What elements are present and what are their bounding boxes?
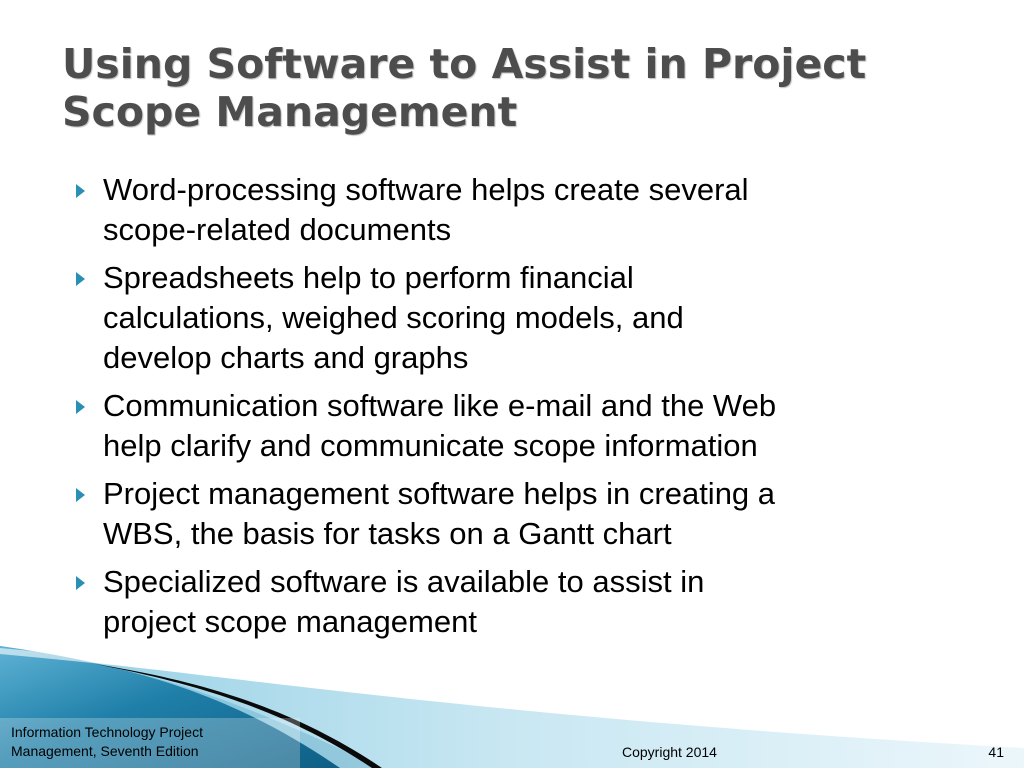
bullet-line: project scope management — [103, 604, 477, 639]
bullet-line: Spreadsheets help to perform financial — [103, 260, 634, 295]
bullet-line: Specialized software is available to assist in — [103, 564, 705, 599]
title-line: Using Software to Assist in Project — [62, 40, 867, 88]
bullet-line: develop charts and graphs — [103, 340, 469, 375]
footer-line: Information Technology Project — [11, 724, 203, 740]
footer-copyright: Copyright 2014 — [622, 744, 717, 760]
footer-book-title — [11, 723, 203, 761]
slide-number: 41 — [988, 744, 1004, 760]
bullet-line: Communication software like e-mail and the Web — [103, 388, 777, 423]
footer-line: Management, Seventh Edition — [11, 743, 199, 759]
title-line: Scope Management — [62, 88, 518, 136]
bullet-line: scope-related documents — [103, 212, 452, 247]
bullet-line: Word-processing software helps create several — [103, 172, 749, 207]
bullet-line: calculations, weighed scoring models, and — [103, 300, 684, 335]
bullet-line: Project management software helps in creating a — [103, 476, 776, 511]
bullet-line: WBS, the basis for tasks on a Gantt chart — [103, 516, 672, 551]
bullet-line: help clarify and communicate scope information — [103, 428, 758, 463]
